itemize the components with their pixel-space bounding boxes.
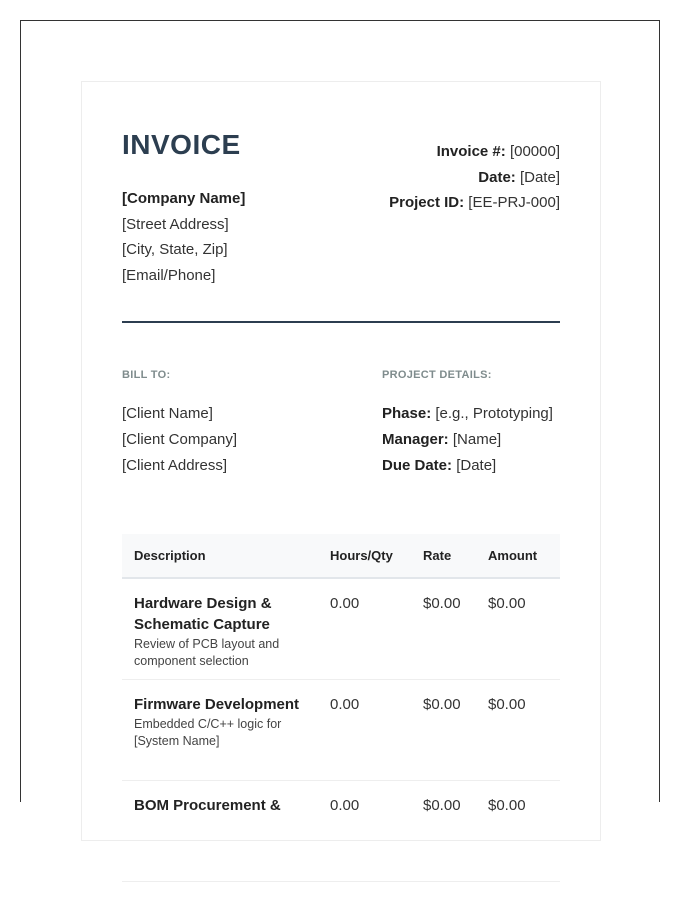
- item-amount: $0.00: [488, 595, 526, 612]
- manager-value: [Name]: [452, 431, 502, 448]
- due-date-value: [Date]: [456, 457, 497, 474]
- bill-to-block: [122, 401, 237, 479]
- invoice-number-value: [00000]: [509, 143, 560, 160]
- company-street: [Street Address]: [122, 215, 229, 233]
- invoice-number-label: Invoice #:: [436, 143, 506, 160]
- company-city: [City, State, Zip]: [122, 241, 228, 259]
- item-hours: 0.00: [330, 595, 360, 612]
- item-title: BOM Procurement &: [134, 797, 281, 814]
- item-amount: $0.00: [488, 797, 526, 814]
- document-viewport: [20, 20, 660, 814]
- due-date-row: [382, 453, 553, 479]
- client-company: [Client Company]: [122, 431, 238, 448]
- item-title: Firmware Development: [134, 696, 300, 713]
- invoice-date-value: [Date]: [519, 168, 560, 186]
- project-id-row: [389, 190, 560, 216]
- item-hours: 0.00: [330, 797, 360, 814]
- table-header: [122, 534, 560, 579]
- project-details-label: PROJECT DETAILS:: [382, 369, 492, 381]
- line-items-table: [122, 534, 560, 882]
- company-info: [122, 186, 245, 289]
- item-amount: $0.00: [488, 696, 526, 713]
- invoice-meta: [389, 139, 560, 216]
- phase-row: [382, 401, 553, 427]
- due-date-label: Due Date:: [382, 457, 453, 474]
- client-address: [Client Address]: [122, 457, 228, 474]
- phase-value: [e.g., Prototyping]: [435, 405, 553, 422]
- header-divider: [122, 321, 560, 323]
- invoice-number-row: [389, 139, 560, 165]
- item-subtitle: Review of PCB layout and component selection: [134, 637, 280, 668]
- item-rate: $0.00: [423, 797, 461, 814]
- invoice-date-row: [389, 165, 560, 191]
- manager-label: Manager:: [382, 431, 449, 448]
- bill-to-label: BILL TO:: [122, 369, 171, 381]
- item-rate: $0.00: [423, 595, 461, 612]
- table-row: [122, 579, 560, 680]
- item-description: [134, 593, 309, 670]
- invoice-date-label: Date:: [478, 168, 516, 186]
- item-hours: 0.00: [330, 696, 360, 713]
- client-name: [Client Name]: [122, 405, 213, 422]
- item-description: [134, 795, 309, 817]
- company-name: [Company Name]: [122, 190, 246, 207]
- project-id-label: Project ID:: [389, 194, 465, 211]
- company-contact: [Email/Phone]: [122, 267, 216, 285]
- manager-row: [382, 427, 553, 453]
- table-row: [122, 680, 560, 781]
- item-description: [134, 694, 309, 750]
- header-rate: Rate: [423, 548, 452, 563]
- project-details-block: [382, 401, 553, 479]
- invoice-page: [81, 81, 601, 841]
- item-subtitle: Embedded C/C++ logic for [System Name]: [134, 717, 282, 748]
- header-description: Description: [134, 548, 206, 563]
- header-amount: Amount: [488, 548, 538, 563]
- invoice-title: INVOICE: [122, 129, 241, 160]
- item-title: Hardware Design & Schematic Capture: [134, 595, 272, 633]
- item-rate: $0.00: [423, 696, 461, 713]
- table-row: [122, 781, 560, 882]
- project-id-value: [EE-PRJ-000]: [468, 194, 560, 211]
- header-hours: Hours/Qty: [330, 548, 393, 563]
- phase-label: Phase:: [382, 405, 432, 422]
